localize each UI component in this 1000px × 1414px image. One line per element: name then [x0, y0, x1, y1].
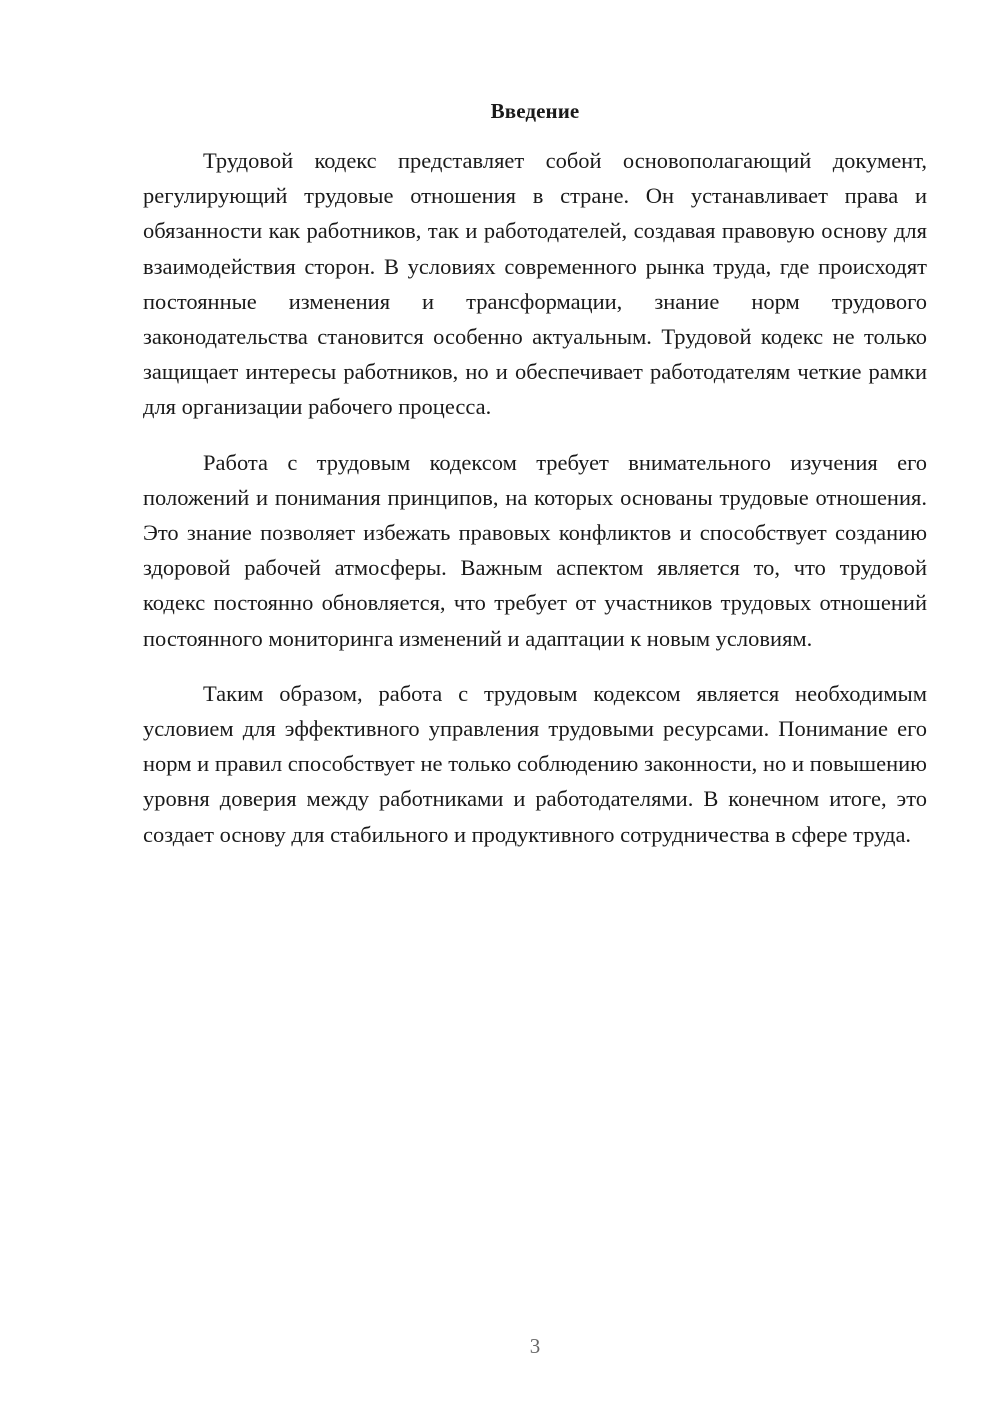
body-text — [143, 143, 927, 872]
page-number: 3 — [529, 1334, 541, 1358]
paragraph-3: Таким образом, работа с трудовым кодексом является необходимым условием для эффективного управления трудовыми ресурсами. Понимание его норм и правил способствует не только соблюдению законности, но и повышению уровня доверия между работниками и работодателями. В конечном итоге, это создает основу для стабильного и продуктивного сотрудничества в сфере труда. — [143, 680, 927, 847]
paragraph-1: Трудовой кодекс представляет собой основополагающий документ, регулирующий трудовые отношения в стране. Он устанавливает права и обязанности как работников, так и работодателей, создавая правовую основу для взаимодействия сторон. В условиях современного рынка труда, где происходят постоянные изменения и трансформации, знание норм трудового законодательства становится особенно актуальным. Трудовой кодекс не только защищает интересы работников, но и обеспечивает работодателям четкие рамки для организации рабочего процесса. — [143, 148, 927, 420]
paragraph-2: Работа с трудовым кодексом требует внимательного изучения его положений и понимания принципов, на которых основаны трудовые отношения. Это знание позволяет избежать правовых конфликтов и способствует созданию здоровой рабочей атмосферы. Важным аспектом является то, что трудовой кодекс постоянно обновляется, что требует от участников трудовых отношений постоянного мониторинга изменений и адаптации к новым условиям. — [143, 449, 927, 651]
section-heading: Введение — [490, 99, 580, 123]
